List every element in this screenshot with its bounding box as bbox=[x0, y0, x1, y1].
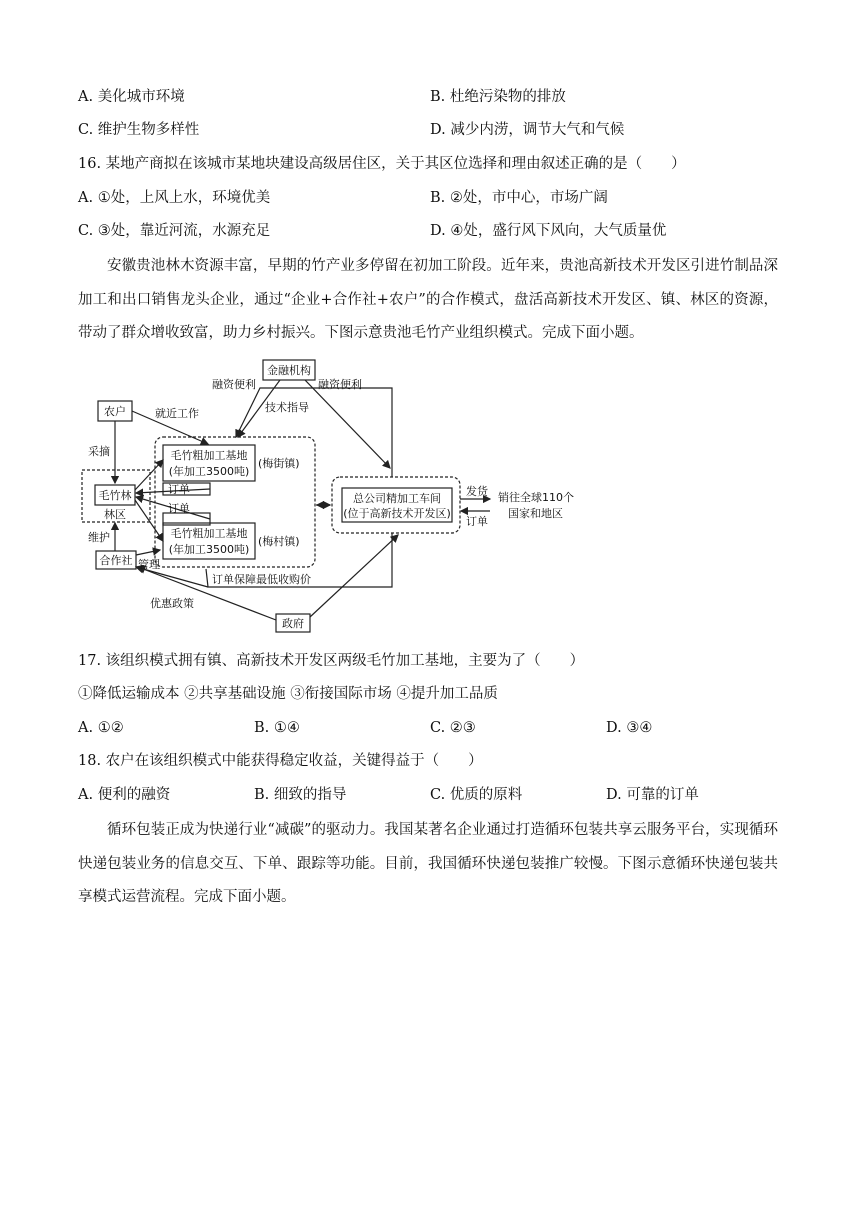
town1-label: (梅街镇) bbox=[258, 457, 300, 470]
q18-option-c: C. 优质的原料 bbox=[430, 787, 523, 803]
q16-stem: 16. 某地产商拟在该城市某地块建设高级居住区，关于其区位选择和理由叙述正确的是（ ） bbox=[78, 156, 686, 172]
q17-stem: 17. 该组织模式拥有镇、高新技术开发区两级毛竹加工基地，主要为了（ ） bbox=[78, 653, 585, 669]
sales-line1: 销往全球110个 bbox=[498, 491, 574, 504]
policy-label: 优惠政策 bbox=[150, 597, 194, 610]
q16-option-c: C. ③处，靠近河流，水源充足 bbox=[78, 223, 271, 239]
farmer-label: 农户 bbox=[104, 405, 126, 418]
q16-option-a: A. ①处，上风上水，环境优美 bbox=[78, 190, 271, 206]
hq-dashed bbox=[332, 477, 460, 533]
maintain-label: 维护 bbox=[88, 531, 110, 544]
order-label-b: 订单 bbox=[168, 502, 190, 515]
base2-line1: 毛竹粗加工基地 bbox=[170, 527, 248, 540]
tech-guide-label: 技术指导 bbox=[265, 401, 309, 414]
hq-line2: (位于高新技术开发区) bbox=[343, 507, 451, 520]
harvest-label: 采摘 bbox=[88, 445, 110, 458]
order-label-a: 订单 bbox=[168, 483, 190, 496]
town2-label: (梅村镇) bbox=[258, 535, 300, 548]
base1-line1: 毛竹粗加工基地 bbox=[170, 449, 248, 462]
gov-label: 政府 bbox=[282, 617, 304, 630]
q18-option-a: A. 便利的融资 bbox=[78, 787, 171, 803]
sales-line2: 国家和地区 bbox=[508, 507, 563, 520]
q16-option-b: B. ②处，市中心，市场广阔 bbox=[430, 190, 608, 206]
q18-option-d: D. 可靠的订单 bbox=[606, 787, 699, 803]
finance-right-label: 融资便利 bbox=[318, 378, 362, 391]
passage-bamboo: 安徽贵池林木资源丰富，早期的竹产业多停留在初加工阶段。近年来，贵池高新技术开发区引进竹制品深加工和出口销售龙头企业，通过“企业+合作社+农户”的合作模式，盘活高新技术开发区、镇、林区的资源，带动了群众增收致富，助力乡村振兴。下图示意贵池毛竹产业组织模式。完成下面小题。 bbox=[78, 258, 778, 341]
order-guarantee-label: 订单保障最低收购价 bbox=[212, 573, 311, 586]
q15-option-b: B. 杜绝污染物的排放 bbox=[430, 89, 566, 105]
bamboo-industry-diagram bbox=[80, 355, 600, 635]
q17-option-d: D. ③④ bbox=[606, 720, 653, 736]
q15-option-c: C. 维护生物多样性 bbox=[78, 122, 200, 138]
base1-line2: (年加工3500吨) bbox=[168, 465, 250, 478]
forest-area-label: 林区 bbox=[104, 508, 126, 521]
manage-label: 管理 bbox=[138, 558, 160, 571]
q17-option-b: B. ①④ bbox=[254, 720, 300, 736]
q16-option-d: D. ④处，盛行风下风向，大气质量优 bbox=[430, 223, 667, 239]
finance-left-label: 融资便利 bbox=[212, 378, 256, 391]
q18-stem: 18. 农户在该组织模式中能获得稳定收益，关键得益于（ ） bbox=[78, 753, 483, 769]
nearby-work-label: 就近工作 bbox=[155, 407, 199, 420]
bamboo-forest-label: 毛竹林 bbox=[98, 489, 132, 502]
coop-label: 合作社 bbox=[99, 554, 133, 567]
q17-choices: ①降低运输成本 ②共享基础设施 ③衔接国际市场 ④提升加工品质 bbox=[78, 686, 498, 702]
base2-line2: (年加工3500吨) bbox=[168, 543, 250, 556]
q17-option-c: C. ②③ bbox=[430, 720, 476, 736]
q17-option-a: A. ①② bbox=[78, 720, 124, 736]
order-label-c: 订单 bbox=[466, 515, 488, 528]
finance-label: 金融机构 bbox=[267, 364, 311, 377]
q15-option-a: A. 美化城市环境 bbox=[78, 89, 185, 105]
q15-option-d: D. 减少内涝，调节大气和气候 bbox=[430, 122, 625, 138]
passage-packaging: 循环包装正成为快递行业“减碳”的驱动力。我国某著名企业通过打造循环包装共享云服务平台，实现循环快递包装业务的信息交互、下单、跟踪等功能。目前，我国循环快递包装推广较慢。下图示意循环快递包装共享模式运营流程。完成下面小题。 bbox=[78, 822, 778, 905]
q18-option-b: B. 细致的指导 bbox=[254, 787, 347, 803]
ship-label: 发货 bbox=[466, 485, 488, 498]
hq-line1: 总公司精加工车间 bbox=[353, 492, 441, 505]
